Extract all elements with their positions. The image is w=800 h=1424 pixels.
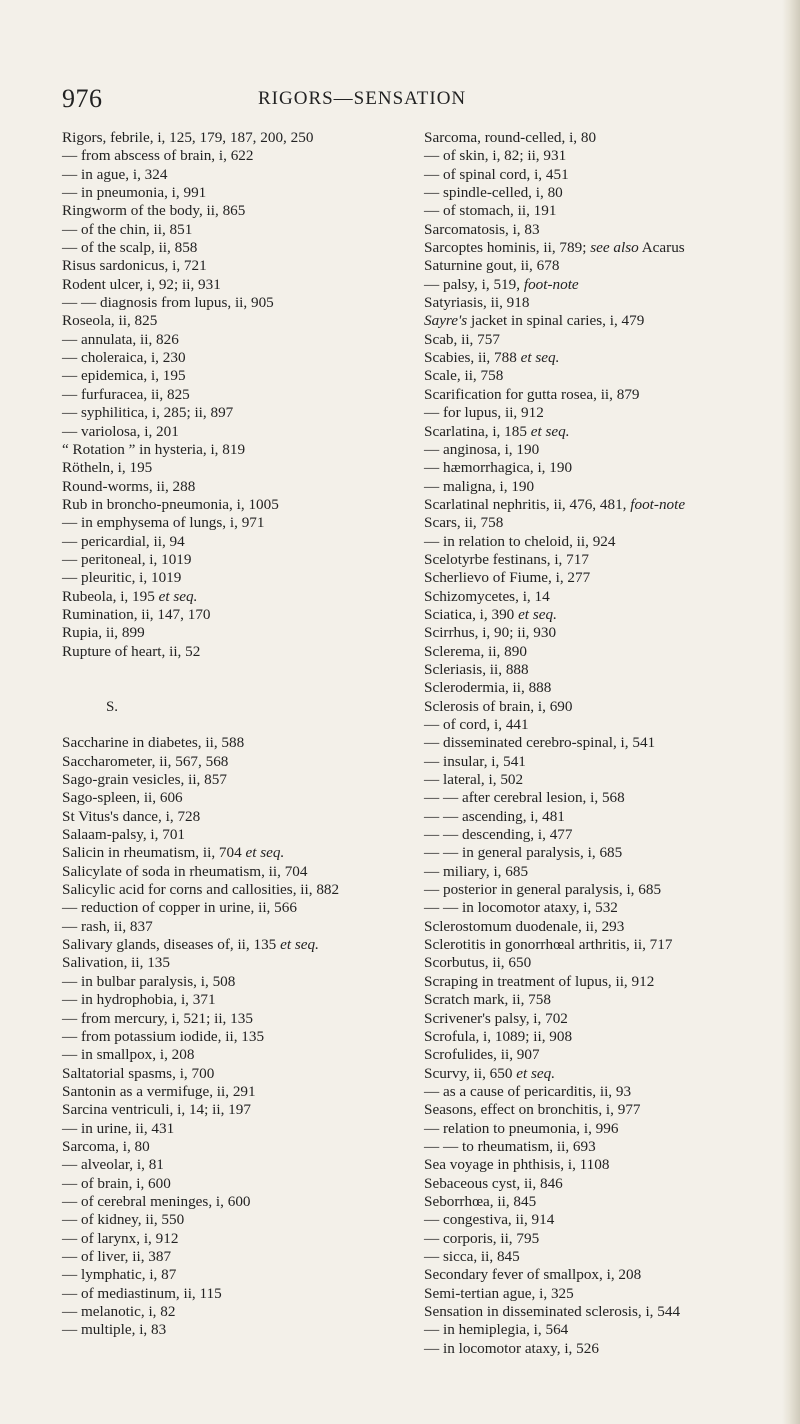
index-entry: Rodent ulcer, i, 92; ii, 931 [62,275,221,293]
index-subentry: — of skin, i, 82; ii, 931 [424,147,567,165]
index-subentry: — melanotic, i, 82 [62,1303,176,1320]
index-subentry: — as a cause of pericarditis, ii, 93 [424,1082,632,1100]
index-entry: Rubeola, i, 195 et seq. [62,587,198,605]
index-subentry: — for lupus, ii, 912 [424,404,544,422]
index-entry: Roseola, ii, 825 [62,312,158,330]
index-entry: Sayre's jacket in spinal caries, i, 479 [424,312,645,330]
index-subentry: — peritoneal, i, 1019 [62,550,192,568]
index-subentry: — of kidney, ii, 550 [62,1211,185,1229]
index-subentry: — from mercury, i, 521; ii, 135 [62,1009,253,1027]
index-subentry: — of brain, i, 600 [62,1174,171,1192]
index-entry: Scrofula, i, 1089; ii, 908 [424,1027,573,1045]
index-entry: Scale, ii, 758 [424,367,504,385]
index-entry: Salivation, ii, 135 [62,954,170,972]
index-entry: Scurvy, ii, 650 et seq. [424,1064,556,1082]
index-entry: Sarcomatosis, i, 83 [424,220,540,238]
index-subentry: — — in locomotor ataxy, i, 532 [424,899,618,917]
index-entry: Sebaceous cyst, ii, 846 [424,1174,563,1192]
index-subentry: — choleraica, i, 230 [62,349,186,367]
index-entry: Seasons, effect on bronchitis, i, 977 [424,1101,641,1119]
index-subentry: — variolosa, i, 201 [62,422,179,440]
index-entry: Scherlievo of Fiume, i, 277 [424,569,591,587]
index-entry: Sea voyage in phthisis, i, 1108 [424,1156,610,1174]
index-entry: Salicylate of soda in rheumatism, ii, 704 [62,862,308,880]
index-subentry: — in locomotor ataxy, i, 526 [424,1339,599,1357]
index-entry: Sclerodermia, ii, 888 [424,679,552,697]
index-subentry: — of the scalp, ii, 858 [62,239,198,257]
index-subentry: — maligna, i, 190 [424,477,535,495]
index-entry: “ Rotation ” in hysteria, i, 819 [62,440,246,458]
index-entry: Satyriasis, ii, 918 [424,294,530,312]
index-entry: Sclerema, ii, 890 [424,642,527,660]
page-number: 976 [62,84,103,113]
index-subentry: — posterior in general paralysis, i, 685 [424,881,662,899]
index-subentry: — insular, i, 541 [424,752,526,770]
index-subentry: — in hemiplegia, i, 564 [424,1321,569,1339]
index-subentry: — pleuritic, i, 1019 [62,569,182,587]
index-entry: Scarification for gutta rosea, ii, 879 [424,385,640,403]
index-subentry: — palsy, i, 519, foot-note [424,275,579,293]
index-subentry: — lateral, i, 502 [424,771,524,789]
index-subentry: — — after cerebral lesion, i, 568 [424,789,625,807]
index-subentry: — spindle-celled, i, 80 [424,184,563,202]
index-entry: Saltatorial spasms, i, 700 [62,1064,215,1082]
index-subentry: — of mediastinum, ii, 115 [62,1284,222,1302]
index-entry: Rigors, febrile, i, 125, 179, 187, 200, 250 [62,129,314,146]
index-entry: Round-worms, ii, 288 [62,477,196,495]
running-head: RIGORS—SENSATION [258,88,467,109]
index-entry: Semi-tertian ague, i, 325 [424,1284,574,1302]
index-entry: Sciatica, i, 390 et seq. [424,605,557,623]
index-subentry: — epidemica, i, 195 [62,367,186,385]
index-subentry: — miliary, i, 685 [424,862,529,880]
index-subentry: — lymphatic, i, 87 [62,1266,177,1284]
index-entry: Salicin in rheumatism, ii, 704 et seq. [62,844,285,862]
index-subentry: — in smallpox, i, 208 [62,1046,195,1064]
index-subentry: — of larynx, i, 912 [62,1229,179,1247]
index-entry: Scabies, ii, 788 et seq. [424,349,560,367]
index-subentry: — of stomach, ii, 191 [424,202,557,220]
index-entry: Scarlatinal nephritis, ii, 476, 481, foot-note [424,495,686,513]
index-subentry: — in emphysema of lungs, i, 971 [62,514,265,532]
index-subentry: — in ague, i, 324 [62,165,168,183]
index-subentry: — — ascending, i, 481 [424,807,565,825]
index-entry: Sarcina ventriculi, i, 14; ii, 197 [62,1101,251,1119]
index-entry: Sclerostomum duodenale, ii, 293 [424,917,625,935]
index-subentry: — — descending, i, 477 [424,826,573,844]
index-subentry: — in bulbar paralysis, i, 508 [62,972,236,990]
index-entry: Seborrhœa, ii, 845 [424,1192,537,1210]
index-subentry: — — diagnosis from lupus, ii, 905 [62,294,274,312]
index-entry: Rupia, ii, 899 [62,624,145,642]
index-entry: St Vitus's dance, i, 728 [62,807,201,825]
index-entry: Scirrhus, i, 90; ii, 930 [424,624,557,642]
blank-line [62,679,422,697]
index-entry: Ringworm of the body, ii, 865 [62,202,246,220]
index-subentry: — from potassium iodide, ii, 135 [62,1027,265,1045]
index-entry: Sarcoma, round-celled, i, 80 [424,129,597,146]
blank-line [62,716,422,734]
index-subentry: — — to rheumatism, ii, 693 [424,1137,596,1155]
index-entry: Salicylic acid for corns and callosities, ii, 882 [62,881,340,899]
index-subentry: — syphilitica, i, 285; ii, 897 [62,404,234,422]
index-subentry: — sicca, ii, 845 [424,1247,520,1265]
index-subentry: — multiple, i, 83 [62,1321,167,1339]
index-entry: Sensation in disseminated sclerosis, i, 544 [424,1303,681,1320]
index-entry: Sarcoma, i, 80 [62,1137,150,1155]
index-subentry: — disseminated cerebro-spinal, i, 541 [424,734,656,752]
index-entry: Sarcoptes hominis, ii, 789; see also Acarus [424,239,685,257]
index-entry: Sago-spleen, ii, 606 [62,789,183,807]
index-entry: Salivary glands, diseases of, ii, 135 et seq. [62,936,319,954]
index-entry: Saturnine gout, ii, 678 [424,257,560,275]
index-entry: Scleriasis, ii, 888 [424,660,529,678]
index-column-right [424,129,786,1358]
index-entry: Rupture of heart, ii, 52 [62,642,201,660]
blank-line [62,661,422,679]
index-subentry: — — in general paralysis, i, 685 [424,844,623,862]
index-entry: Scrivener's palsy, i, 702 [424,1009,568,1027]
index-entry: Sclerosis of brain, i, 690 [424,697,573,715]
index-entry: Rub in broncho-pneumonia, i, 1005 [62,495,279,513]
section-letter-heading: S. [105,698,119,715]
index-subentry: — congestiva, ii, 914 [424,1211,555,1229]
index-subentry: — from abscess of brain, i, 622 [62,147,254,165]
index-entry: Scratch mark, ii, 758 [424,991,551,1009]
index-subentry: — of spinal cord, i, 451 [424,165,569,183]
index-entry: Schizomycetes, i, 14 [424,587,550,605]
index-entry: Risus sardonicus, i, 721 [62,257,207,275]
index-subentry: — hæmorrhagica, i, 190 [424,459,573,477]
index-subentry: — in pneumonia, i, 991 [62,184,207,202]
index-subentry: — of cerebral meninges, i, 600 [62,1192,251,1210]
index-subentry: — anginosa, i, 190 [424,440,540,458]
index-subentry: — alveolar, i, 81 [62,1156,164,1174]
index-subentry: — in hydrophobia, i, 371 [62,991,216,1009]
index-entry: Saccharine in diabetes, ii, 588 [62,734,245,752]
page-header [0,84,800,124]
index-entry: Santonin as a vermifuge, ii, 291 [62,1082,256,1100]
index-entry: Saccharometer, ii, 567, 568 [62,752,229,770]
index-subentry: — of cord, i, 441 [424,716,529,733]
index-subentry: — in urine, ii, 431 [62,1119,175,1137]
index-entry: Scarlatina, i, 185 et seq. [424,422,570,440]
index-subentry: — in relation to cheloid, ii, 924 [424,532,616,550]
index-entry: Rötheln, i, 195 [62,459,153,477]
index-entry: Scorbutus, ii, 650 [424,954,532,972]
index-subentry: — reduction of copper in urine, ii, 566 [62,899,297,917]
index-entry: Secondary fever of smallpox, i, 208 [424,1266,642,1284]
index-entry: Scraping in treatment of lupus, ii, 912 [424,972,655,990]
index-subentry: — rash, ii, 837 [62,917,153,935]
index-subentry: — corporis, ii, 795 [424,1229,540,1247]
index-entry: Sclerotitis in gonorrhœal arthritis, ii, 717 [424,936,673,954]
index-entry: Salaam-palsy, i, 701 [62,826,186,844]
index-subentry: — relation to pneumonia, i, 996 [424,1119,619,1137]
index-entry: Scelotyrbe festinans, i, 717 [424,550,589,568]
index-subentry: — of the chin, ii, 851 [62,220,193,238]
index-entry: Scars, ii, 758 [424,514,504,532]
index-subentry: — of liver, ii, 387 [62,1247,172,1265]
index-column-left [62,129,422,1340]
index-entry: Scrofulides, ii, 907 [424,1046,540,1064]
index-subentry: — annulata, ii, 826 [62,330,179,348]
index-entry: Rumination, ii, 147, 170 [62,605,211,623]
index-subentry: — furfuracea, ii, 825 [62,385,190,403]
index-entry: Scab, ii, 757 [424,330,500,348]
index-entry: Sago-grain vesicles, ii, 857 [62,771,227,789]
index-subentry: — pericardial, ii, 94 [62,532,185,550]
